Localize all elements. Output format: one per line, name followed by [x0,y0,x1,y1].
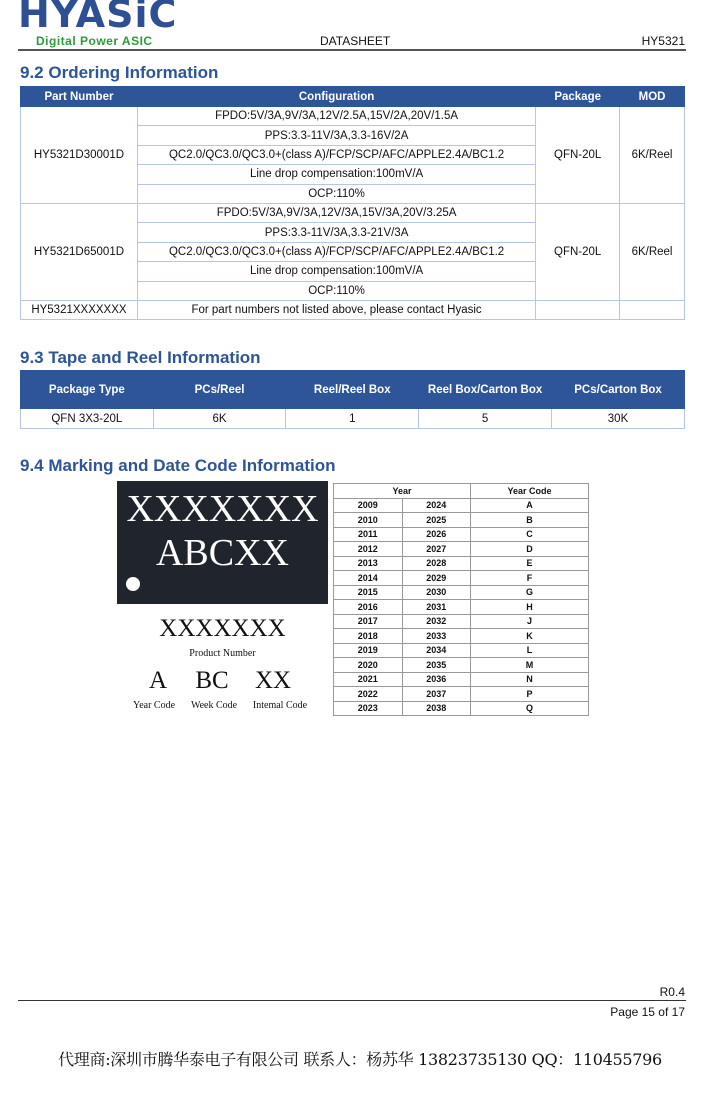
table-row [21,300,685,319]
cell: 2012 [334,542,403,557]
cell: QFN 3X3-20L [21,409,154,429]
package-cell: QFN-20L [536,107,620,204]
col-header: Configuration [137,87,535,107]
configuration-cell: Line drop compensation:100mV/A [137,165,535,184]
col-header: Reel/Reel Box [286,371,419,409]
week-code-label: Week Code [190,700,238,711]
table-row [334,614,589,629]
ordering-table [20,86,685,320]
table-row [21,107,685,126]
package-cell: QFN-20L [536,203,620,300]
col-header: Reel Box/Carton Box [419,371,552,409]
cell: 2026 [402,527,471,542]
page-number: Page 15 of 17 [610,1005,685,1019]
tape-header-row [21,371,685,409]
table-row [334,498,589,513]
cell: 2027 [402,542,471,557]
product-code: XXXXXXX [159,615,286,642]
table-row [334,542,589,557]
table-row [334,571,589,586]
col-header: Year [334,484,471,499]
cell: 2009 [334,498,403,513]
configuration-cell: OCP:110% [137,281,535,300]
chip-line2: ABCXX [155,532,290,574]
week-code-letters: BC [195,667,229,694]
configuration-cell: QC2.0/QC3.0/QC3.0+(class A)/FCP/SCP/AFC/APPLE2.4A/BC1.2 [137,145,535,164]
cell: 6K [153,409,286,429]
header-divider [18,49,686,51]
section-tape-title: 9.3 Tape and Reel Information [20,348,261,367]
year-code-label: Year Code [132,700,176,711]
ordering-header-row [21,87,685,107]
table-row [334,687,589,702]
cell: M [471,658,589,673]
col-header: Package [536,87,620,107]
year-header-row [334,484,589,499]
footer-divider [18,1000,686,1001]
doc-type: DATASHEET [320,34,391,48]
logo-tagline: Digital Power ASIC [36,34,153,48]
col-header: PCs/Reel [153,371,286,409]
year-code-letter: A [148,667,168,694]
table-row [334,556,589,571]
cell: 2031 [402,600,471,615]
col-header: MOD [620,87,685,107]
part-number-cell: HY5321D65001D [21,203,138,300]
cell: 2030 [402,585,471,600]
cell: E [471,556,589,571]
table-row [334,585,589,600]
cell: 2016 [334,600,403,615]
cell: K [471,629,589,644]
col-header: Package Type [21,371,154,409]
cell: 2011 [334,527,403,542]
package-cell [536,300,620,319]
cell: 2028 [402,556,471,571]
configuration-cell: PPS:3.3-11V/3A,3.3-16V/2A [137,126,535,145]
cell: 2023 [334,701,403,716]
cell: 2022 [334,687,403,702]
col-header: Part Number [21,87,138,107]
table-row [334,701,589,716]
cell: 2017 [334,614,403,629]
cell: P [471,687,589,702]
table-row [334,643,589,658]
configuration-cell: FPDO:5V/3A,9V/3A,12V/3A,15V/3A,20V/3.25A [137,203,535,222]
part-number-cell: HY5321D30001D [21,107,138,204]
cell: 2038 [402,701,471,716]
cell: 2010 [334,513,403,528]
mod-cell: 6K/Reel [620,107,685,204]
cell: B [471,513,589,528]
internal-code-letters: XX [254,667,292,694]
agent-contact: 代理商:深圳市腾华泰电子有限公司 联系人：杨苏华 13823735130 QQ：110455796 [58,1050,662,1069]
table-row [334,629,589,644]
configuration-cell: QC2.0/QC3.0/QC3.0+(class A)/FCP/SCP/AFC/APPLE2.4A/BC1.2 [137,242,535,261]
configuration-cell: PPS:3.3-11V/3A,3.3-21V/3A [137,223,535,242]
cell: A [471,498,589,513]
table-row [334,513,589,528]
cell: D [471,542,589,557]
cell: 2029 [402,571,471,586]
company-logo: HYASiC [18,0,178,36]
configuration-cell: OCP:110% [137,184,535,203]
cell: F [471,571,589,586]
year-code-table [333,483,589,716]
table-row [334,672,589,687]
cell: 1 [286,409,419,429]
table-row [21,409,685,429]
mod-cell: 6K/Reel [620,203,685,300]
chip-line1: XXXXXXX [126,488,319,530]
cell: J [471,614,589,629]
configuration-cell: FPDO:5V/3A,9V/3A,12V/2.5A,15V/2A,20V/1.5A [137,107,535,126]
header-part: HY5321 [641,34,685,48]
cell: 5 [419,409,552,429]
cell: 2033 [402,629,471,644]
pin1-dot [126,577,140,591]
cell: 2037 [402,687,471,702]
col-header: Year Code [471,484,589,499]
cell: 2025 [402,513,471,528]
cell: 2035 [402,658,471,673]
cell: H [471,600,589,615]
chip-marking-image [117,481,328,604]
cell: 2015 [334,585,403,600]
cell: N [471,672,589,687]
cell: 2018 [334,629,403,644]
cell: 2019 [334,643,403,658]
cell: 30K [552,409,685,429]
cell: 2024 [402,498,471,513]
cell: 2021 [334,672,403,687]
part-number-cell: HY5321XXXXXXX [21,300,138,319]
table-row [21,203,685,222]
cell: 2013 [334,556,403,571]
cell: 2020 [334,658,403,673]
cell: 2036 [402,672,471,687]
configuration-cell: For part numbers not listed above, please contact Hyasic [137,300,535,319]
mod-cell [620,300,685,319]
section-ordering-title: 9.2 Ordering Information [20,63,219,82]
cell: Q [471,701,589,716]
table-row [334,527,589,542]
table-row [334,658,589,673]
col-header: PCs/Carton Box [552,371,685,409]
revision: R0.4 [659,985,685,999]
product-label: Product Number [189,648,256,659]
cell: 2034 [402,643,471,658]
cell: G [471,585,589,600]
cell: 2014 [334,571,403,586]
cell: L [471,643,589,658]
internal-code-label: Intemal Code [252,700,308,711]
configuration-cell: Line drop compensation:100mV/A [137,262,535,281]
section-marking-title: 9.4 Marking and Date Code Information [20,456,336,475]
cell: C [471,527,589,542]
cell: 2032 [402,614,471,629]
table-row [334,600,589,615]
tape-reel-table [20,370,685,429]
